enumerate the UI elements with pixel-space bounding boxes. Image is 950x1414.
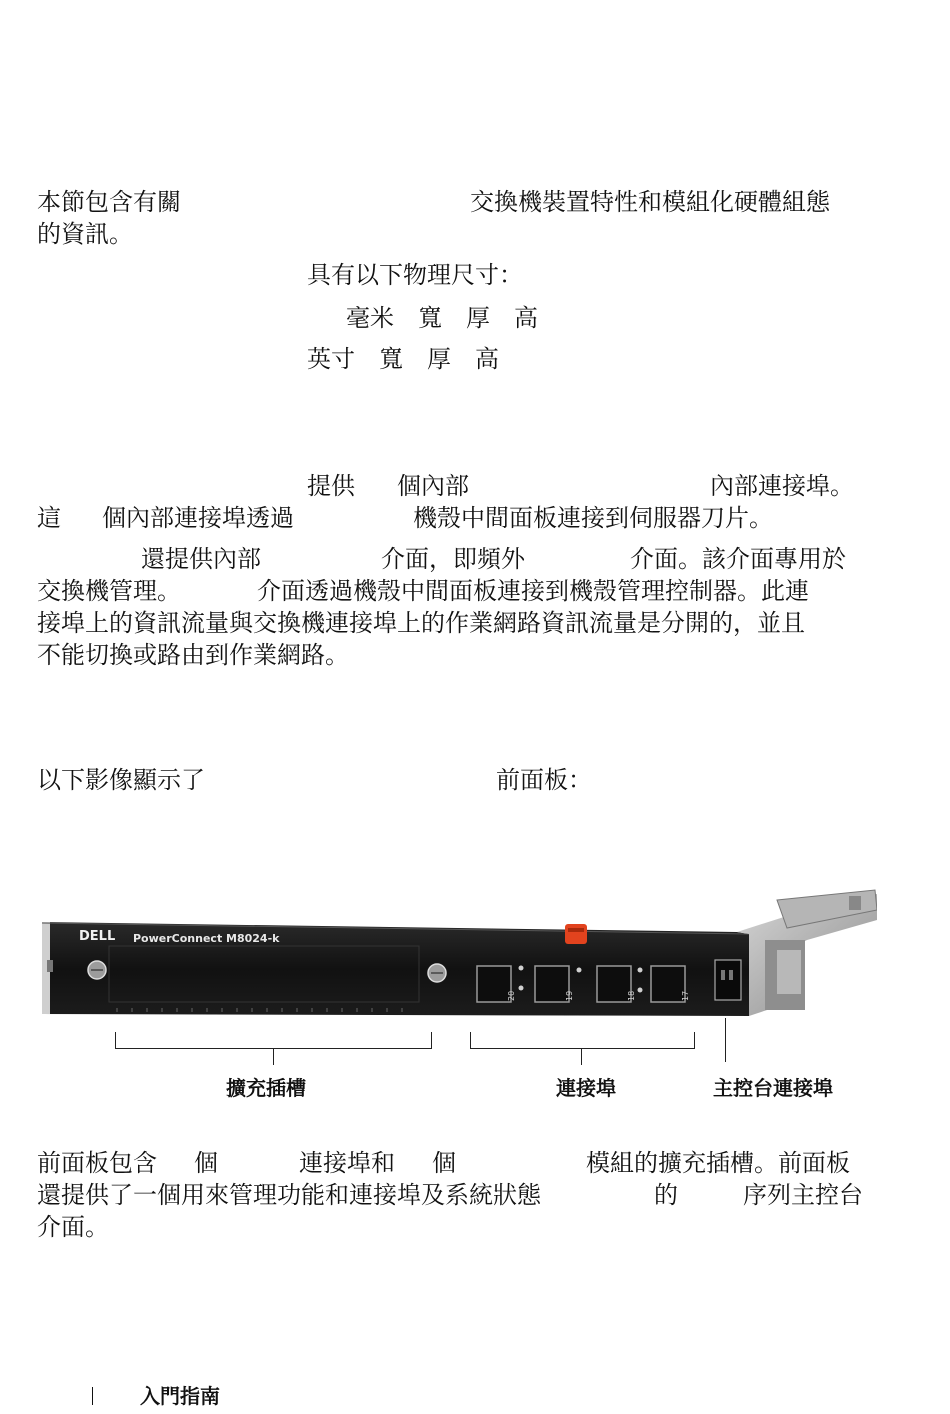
- callout-console-port: 主控台連接埠: [713, 1076, 833, 1100]
- ports-bracket: [470, 1032, 695, 1049]
- mgmt-text-f: 接埠上的資訊流量與交換機連接埠上的作業網路資訊流量是分開的，並且: [37, 609, 805, 637]
- mgmt-text-a: 還提供內部: [141, 545, 261, 573]
- dimensions-mm: 毫米 寬 厚 高: [346, 304, 538, 332]
- brand-logo: DELL: [79, 929, 116, 944]
- port-number-17: 17: [681, 990, 690, 1001]
- ports-text-d: 這: [37, 504, 61, 532]
- dimensions-inch: 英寸 寬 厚 高: [307, 345, 499, 373]
- image-intro-b: 前面板：: [496, 766, 592, 794]
- expansion-slot-stem: [273, 1049, 274, 1065]
- front-panel-text-d: 個: [432, 1149, 456, 1177]
- front-panel-text-h: 序列主控台: [743, 1181, 863, 1209]
- front-panel-text-f: 還提供了一個用來管理功能和連接埠及系統狀態: [37, 1181, 541, 1209]
- expansion-slot-bracket: [115, 1032, 432, 1049]
- ports-text-f: 機殼中間面板連接到伺服器刀片。: [413, 504, 773, 532]
- model-label: PowerConnect M8024-k: [133, 932, 280, 945]
- mgmt-text-e: 介面透過機殼中間面板連接到機殼管理控制器。此連: [257, 577, 809, 605]
- intro-text-b: 交換機裝置特性和模組化硬體組態: [470, 188, 830, 216]
- ports-text-c: 內部連接埠。: [710, 472, 854, 500]
- front-panel-text-c: 連接埠和: [299, 1149, 395, 1177]
- intro-text-line2: 的資訊。: [37, 220, 133, 248]
- port-number-19: 19: [565, 990, 574, 1001]
- port-number-18: 18: [627, 990, 636, 1001]
- front-panel-text-i: 介面。: [37, 1213, 109, 1241]
- footer-title: 入門指南: [140, 1384, 220, 1408]
- mgmt-text-c: 介面。該介面專用於: [630, 545, 846, 573]
- ports-text-b: 個內部: [397, 472, 469, 500]
- mgmt-text-d: 交換機管理。: [37, 577, 181, 605]
- image-intro-a: 以下影像顯示了: [37, 766, 205, 794]
- front-panel-text-a: 前面板包含: [37, 1149, 157, 1177]
- port-number-20: 20: [507, 990, 516, 1001]
- footer-separator: [92, 1387, 93, 1405]
- front-panel-text-g: 的: [654, 1181, 678, 1209]
- mgmt-text-g: 不能切換或路由到作業網路。: [37, 641, 349, 669]
- front-panel-text-e: 模組的擴充插槽。前面板: [586, 1149, 850, 1177]
- callout-expansion-slot: 擴充插槽: [226, 1076, 306, 1100]
- dimensions-heading: 具有以下物理尺寸：: [307, 261, 523, 289]
- ports-text-a: 提供: [307, 472, 355, 500]
- front-panel-text-b: 個: [194, 1149, 218, 1177]
- ports-stem: [581, 1049, 582, 1065]
- console-port-line: [725, 1018, 726, 1062]
- ports-text-e: 個內部連接埠透過: [102, 504, 294, 532]
- callout-ports: 連接埠: [556, 1076, 616, 1100]
- mgmt-text-b: 介面，即頻外: [381, 545, 525, 573]
- intro-text-a: 本節包含有關: [37, 188, 181, 216]
- front-panel-image: [37, 880, 877, 1020]
